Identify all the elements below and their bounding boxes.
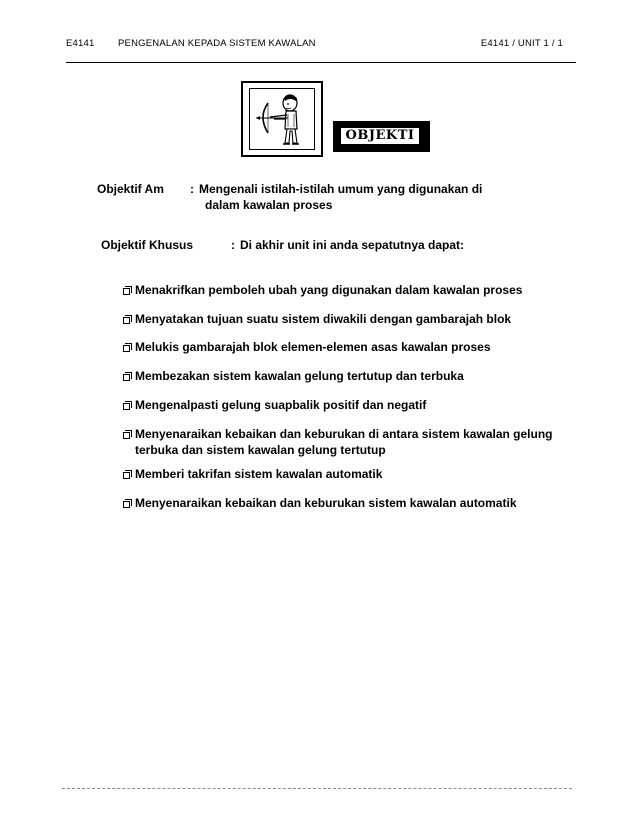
page-header (66, 38, 576, 52)
objective-item-text: Menyenaraikan kebaikan dan keburukan di antara sistem kawalan gelung (135, 427, 553, 441)
checkbox-bullet-icon (123, 472, 130, 479)
objective-item-text: Menyatakan tujuan suatu sistem diwakili dengan gambarajah blok (135, 312, 512, 326)
objektif-am-colon: : (190, 182, 194, 196)
objektif-banner (333, 121, 430, 152)
archer-illustration-frame (249, 88, 315, 150)
checkbox-bullet-icon (123, 317, 130, 324)
objective-item-text: Menyenaraikan kebaikan dan keburukan sistem kawalan automatik (135, 496, 517, 510)
objektif-khusus-description: Di akhir unit ini anda sepatutnya dapat: (240, 238, 465, 252)
unit-reference: E4141 / UNIT 1 / 1 (480, 38, 563, 49)
objective-item-text: Menakrifkan pemboleh ubah yang digunakan dalam kawalan proses (135, 283, 523, 297)
checkbox-bullet-icon (123, 501, 130, 508)
objective-item-text: terbuka dan sistem kawalan gelung tertutup (135, 443, 386, 457)
objektif-am-description-line1: Mengenali istilah-istilah umum yang digunakan di (199, 182, 483, 196)
checkbox-bullet-icon (123, 403, 130, 410)
objective-item-text: Memberi takrifan sistem kawalan automatik (135, 467, 383, 481)
archer-icon (250, 89, 314, 149)
checkbox-bullet-icon (123, 374, 130, 381)
objektif-khusus-colon: : (231, 238, 235, 252)
checkbox-bullet-icon (123, 288, 130, 295)
objektif-am-description-line2: dalam kawalan proses (205, 198, 333, 212)
footer-rule (62, 788, 572, 789)
objective-item-text: Melukis gambarajah blok elemen-elemen asas kawalan proses (135, 340, 491, 354)
header-rule (66, 62, 576, 63)
archer-illustration (241, 81, 323, 157)
checkbox-bullet-icon (123, 345, 130, 352)
course-code: E4141 (66, 38, 95, 49)
checkbox-bullet-icon (123, 432, 130, 439)
objektif-khusus-label: Objektif Khusus (101, 238, 194, 252)
objective-item-text: Mengenalpasti gelung suapbalik positif dan negatif (135, 398, 427, 412)
objektif-am-label: Objektif Am (97, 182, 164, 196)
course-title: PENGENALAN KEPADA SISTEM KAWALAN (118, 38, 316, 49)
objektif-banner-label: OBJEKTI (340, 127, 420, 145)
objective-item-text: Membezakan sistem kawalan gelung tertutup dan terbuka (135, 369, 464, 383)
